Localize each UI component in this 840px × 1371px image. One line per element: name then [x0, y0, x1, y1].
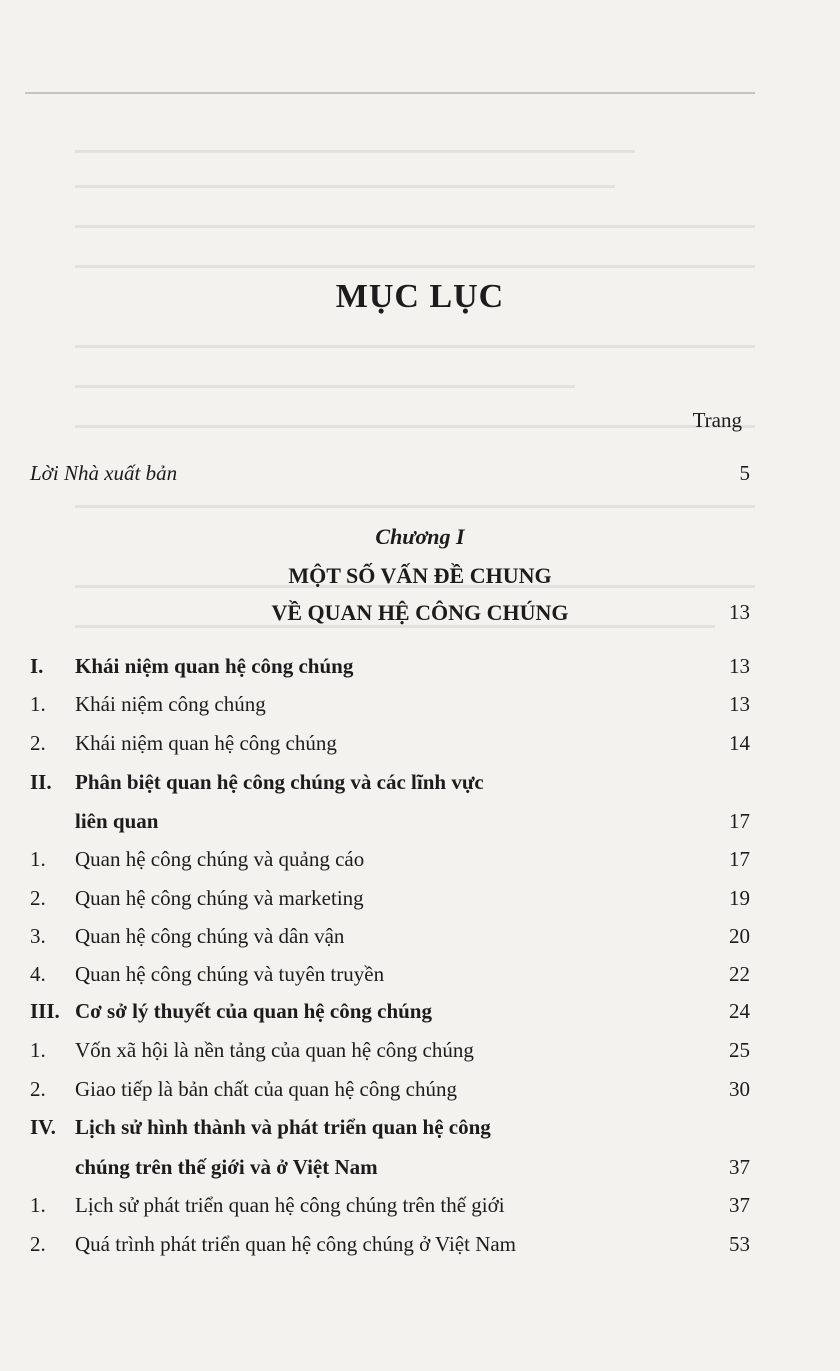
entry-text: Khái niệm quan hệ công chúng: [75, 654, 354, 678]
entry-text: Vốn xã hội là nền tảng của quan hệ công chúng: [75, 1038, 474, 1062]
entry-number: 2.: [30, 1232, 46, 1256]
bleed-line: [75, 425, 755, 428]
entry-number: 2.: [30, 1077, 46, 1101]
entry-page: 13: [729, 692, 750, 716]
entry-text: Quan hệ công chúng và dân vận: [75, 924, 345, 948]
entry-number: 4.: [30, 962, 46, 986]
entry-number: 3.: [30, 924, 46, 948]
entry-number: 1.: [30, 1193, 46, 1217]
entry-page: 17: [729, 809, 750, 833]
entry-text: Phân biệt quan hệ công chúng và các lĩnh vực: [75, 770, 484, 794]
entry-number: 2.: [30, 731, 46, 755]
entry-page: 25: [729, 1038, 750, 1062]
page-column-header: Trang: [692, 408, 742, 432]
entry-text: Lịch sử phát triển quan hệ công chúng trên thế giới: [75, 1193, 505, 1217]
page-title: MỤC LỤC: [335, 278, 505, 315]
entry-page: 22: [729, 962, 750, 986]
entry-text: Khái niệm công chúng: [75, 692, 266, 716]
bleed-line: [75, 385, 575, 388]
entry-text: Cơ sở lý thuyết của quan hệ công chúng: [75, 999, 432, 1023]
entry-text: Quá trình phát triển quan hệ công chúng ở Việt Nam: [75, 1232, 517, 1256]
chapter-page: 13: [729, 600, 750, 624]
entry-number: IV.: [30, 1115, 56, 1139]
entry-number: 2.: [30, 886, 46, 910]
entry-page: 14: [729, 731, 750, 755]
entry-page: 19: [729, 886, 750, 910]
entry-number: 1.: [30, 1038, 46, 1062]
bleed-line: [75, 265, 755, 268]
chapter-title-line2: VỀ QUAN HỆ CÔNG CHÚNG: [271, 600, 569, 625]
entry-number: 1.: [30, 847, 46, 871]
entry-page: 20: [729, 924, 750, 948]
entry-page: 17: [729, 847, 750, 871]
entry-text: Khái niệm quan hệ công chúng: [75, 731, 337, 755]
bleed-line: [75, 225, 755, 228]
entry-number: I.: [30, 654, 44, 678]
entry-page: 24: [729, 999, 750, 1023]
entry-page: 30: [729, 1077, 750, 1101]
entry-text: liên quan: [75, 809, 159, 833]
entry-page: 5: [739, 461, 750, 485]
entry-text: Lời Nhà xuất bản: [30, 461, 178, 485]
entry-number: III.: [30, 999, 60, 1023]
entry-text: Lịch sử hình thành và phát triển quan hệ công: [75, 1115, 491, 1139]
entry-page: 37: [729, 1155, 750, 1179]
bleed-through-header: [25, 62, 755, 84]
entry-text: chúng trên thế giới và ở Việt Nam: [75, 1155, 378, 1179]
entry-page: 37: [729, 1193, 750, 1217]
entry-number: 1.: [30, 692, 46, 716]
entry-page: 13: [729, 654, 750, 678]
entry-page: 53: [729, 1232, 750, 1256]
entry-text: Quan hệ công chúng và marketing: [75, 886, 364, 910]
entry-number: II.: [30, 770, 52, 794]
bleed-line: [75, 150, 635, 153]
entry-text: Quan hệ công chúng và quảng cáo: [75, 847, 365, 871]
bleed-line: [75, 345, 755, 348]
entry-text: Quan hệ công chúng và tuyên truyền: [75, 962, 385, 986]
bleed-through-rule: [25, 92, 755, 94]
chapter-title-line1: MỘT SỐ VẤN ĐỀ CHUNG: [288, 563, 552, 588]
chapter-label: Chương I: [375, 524, 465, 549]
bleed-line: [75, 185, 615, 188]
bleed-line: [75, 505, 755, 508]
entry-text: Giao tiếp là bản chất của quan hệ công chúng: [75, 1077, 457, 1101]
